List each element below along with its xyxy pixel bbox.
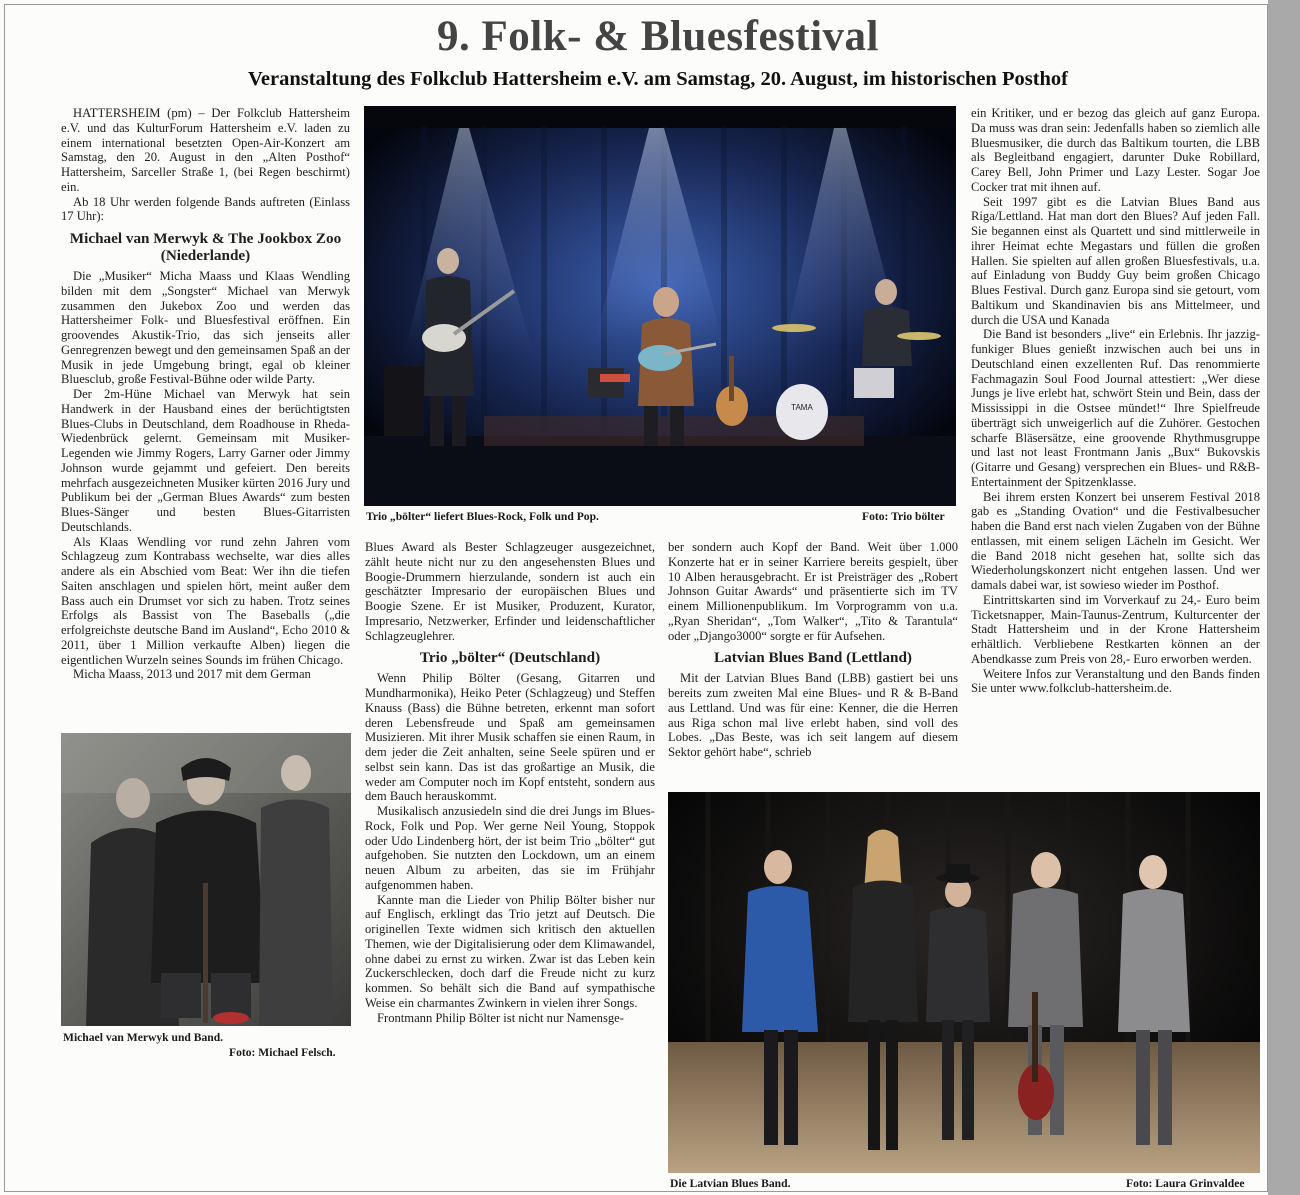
photo-credit-latvian: Foto: Laura Grinvaldee <box>1126 1177 1245 1190</box>
photo-latvian-blues-band <box>668 792 1260 1173</box>
caption-latvian: Die Latvian Blues Band. <box>670 1177 791 1190</box>
column-4 <box>971 106 1260 696</box>
column-2 <box>365 540 655 1025</box>
section-heading-merwyk: Michael van Merwyk & The Jookbox Zoo (Niederlande) <box>69 230 342 264</box>
paragraph: Bei ihrem ersten Konzert bei unserem Festival 2018 gab es „Standing Ovation“ und die Festivalbesucher haben die Band erst nach vielen Zugaben von der Bühne entlassen, mit einem seligen Lächeln im Gesicht. Wer die Band 2018 nicht gesehen hat, sollte sich das Wiederholungskonzert nicht entgehen lassen. Und wer damals dabei war, ist sowieso wieder im Posthof. <box>971 489 1260 592</box>
column-1 <box>61 106 350 682</box>
photo-credit-trio: Foto: Trio bölter <box>862 510 945 523</box>
photo-trio-boelter <box>364 106 956 506</box>
scan-edge <box>1268 0 1300 1195</box>
article-subtitle: Veranstaltung des Folkclub Hattersheim e.V. am Samstag, 20. August, im historischen Posthof <box>247 68 1069 90</box>
photo-merwyk-band <box>61 733 351 1026</box>
paragraph: Micha Maass, 2013 und 2017 mit dem German <box>73 667 311 682</box>
paragraph: ber sondern auch Kopf der Band. Weit über 1.000 Konzerte hat er in seiner Karriere bereits gespielt, über 10 Alben herausgebracht. Er ist Preisträger des „Robert Johnson Guitar Awards“ und präsentierte sich im TV einem Millionenpublikum. Im Vorprogramm von u.a. „Ryan Sheridan“, „Tom Walker“, „Tito & Tarantula“ oder „Django3000“ sorgte er für Aufsehen. <box>668 540 958 643</box>
article-title: 9. Folk- & Bluesfestival <box>437 13 879 60</box>
paragraph: Musikalisch anzusiedeln sind die drei Jungs im Blues-Rock, Folk und Pop. Wer gerne Neil Young, Stoppok oder Udo Lindenberg hört, der ist beim Trio „bölter“ gut aufgehoben. Sie nutzten den Lockdown, um an einem neuen Album zu arbeiten, das sie im Frühjahr aufgenommen haben. <box>365 804 655 892</box>
paragraph: Frontmann Philip Bölter ist nicht nur Namensge- <box>377 1010 624 1025</box>
paragraph: Die Band ist besonders „live“ ein Erlebnis. Ihr jazzig-funkiger Blues genießt inzwischen auch bei uns in Deutschland einen exzellenten Ruf. Das renommierte Fachmagazin Soul Food Journal attestiert: „Wer diese Jungs je live erlebt hat, schwört Stein und Bein, dass der Mississippi in die Ostsee mündet!“ Ihre Spielfreude überträgt sich unweigerlich auf die Zuhörer. Gestochen scharfe Bläsersätze, eine groovende Rhythmusgruppe und last not least Frontmann Janis „Bux“ Bukovskis (Gitarre und Gesang) versprechen ein Blues- und R&B-Entertainment der Spitzenklasse. <box>971 327 1260 489</box>
section-heading-latvian: Latvian Blues Band (Lettland) <box>714 649 912 667</box>
drum-brand-text: TAMA <box>791 403 813 412</box>
caption-trio: Trio „bölter“ liefert Blues-Rock, Folk und Pop. <box>366 510 599 523</box>
paragraph: ein Kritiker, und er bezog das gleich auf ganz Europa. Da muss was dran sein: Jedenfalls haben so ziemlich alle Bluesmusiker, die durch das Baltikum tourten, die LBB als Begleitband engagiert, darunter Duke Robillard, Carey Bell, John Primer und Lazy Lester. Sogar Joe Cocker trat mit ihnen auf. <box>971 106 1260 194</box>
column-3 <box>668 540 958 760</box>
paragraph: Der 2m-Hüne Michael van Merwyk hat sein Handwerk in der Hausband eines der berüchtigtsten Blues-Clubs in Deutschland, dem Roadhouse in Rheda-Wiedenbrück gelernt. Gemeinsam mit Musiker-Legenden wie Jimmy Rogers, Larry Garner oder Jimmy Johnson wurde gejammt und gefeiert. Den bereits mehrfach ausgezeichneten Musiker kürten 2016 Jury und Publikum bei der „German Blues Awards“ zum besten Blues-Sänger und besten Blues-Gitarristen Deutschlands. <box>61 387 350 534</box>
paragraph: Seit 1997 gibt es die Latvian Blues Band aus Riga/Lettland. Hat man dort den Blues? Auf jeden Fall. Sie begannen einst als Quartett und sind mittlerweile in ihrer Heimat echte Megastars und füllen die großen Hallen. Sie spielten auf allen großen Bluesfestivals, u.a. auf Einladung von Buddy Guy beim großen Chicago Blues Festival. Durch ganz Europa sind sie getourt, vom Baltikum und Skandinavien bis ans Mittelmeer, und durch die USA und Kanada <box>971 194 1260 327</box>
paragraph: Eintrittskarten sind im Vorverkauf zu 24,- Euro beim Ticketsnapper, Main-Taunus-Zentrum, Kulturcenter der Stadt Hattersheim und in der Krone Hattersheim erhältlich. Verbliebene Restkarten können an der Abendkasse zum Preis von 28,- Euro erworben werden. <box>971 592 1260 666</box>
paragraph: Blues Award als Bester Schlagzeuger ausgezeichnet, zählt heute nicht nur zu den angesehensten Blues und Boogie-Drummern hierzulande, sondern ist auch ein geschätzter Impresario der europäischen Blues und Boogie Szene. Er ist Musiker, Produzent, Kurator, Impresario, Netzwerker, Erfinder und leidenschaftlicher Schlagzeuglehrer. <box>365 540 655 643</box>
paragraph: Kannte man die Lieder von Philip Bölter bisher nur auf Englisch, erklingt das Trio jetzt auf Deutsch. Die originellen Texte widmen sich kritisch den aktuellen Themen, wie der Digitalisierung oder dem Klimawandel, ohne dabei zu ernst zu wirken. Zwar ist das Leben kein Zuckerschlecken, doch darf die Freude nicht zu kurz kommen. So behält sich die Band auf sympathische Weise ein charmantes Zwinkern in vielen ihrer Songs. <box>365 892 655 1010</box>
paragraph: Wenn Philip Bölter (Gesang, Gitarren und Mundharmonika), Heiko Peter (Schlagzeug) und Steffen Knauss (Bass) die Bühne betreten, erkennt man sofort deren Lebensfreude und Spaß am gemeinsamen Musizieren. Mit ihrer Musik schaffen sie einen Raum, in dem jeder die Zeit anhalten, seine Seele spüren und er selbst sein kann. Das ist das großartige an Musik, die weder am Computer noch im Kopf entsteht, sondern aus dem Bauch herauskommt. <box>365 671 655 804</box>
intro-paragraph: HATTERSHEIM (pm) – Der Folkclub Hattersheim e.V. und das KulturForum Hattersheim e.V. laden zu einem international besetzten Open-Air-Konzert am Samstag, den 20. August in den „Alten Posthof“ Hattersheim, Sarceller Straße 1, (bei Regen beschirmt) ein. <box>61 106 350 194</box>
section-heading-trio: Trio „bölter“ (Deutschland) <box>419 649 601 667</box>
paragraph: Als Klaas Wendling vor rund zehn Jahren vom Schlagzeug zum Kontrabass wechselte, war dies alles andere als ein Abschied vom Beat: Wer ihn die tiefen Saiten anschlagen und spielen hört, meint außer dem Bass auch ein Drumset vor sich zu haben. Trotz seines Erfolgs als Bassist von The Baseballs („die erfolgreichste deutsche Band im Ausland“, Echo 2010 & 2011, über 1 Million verkaufte Alben) liegen die eigentlichen Wurzeln seines Sounds im frühen Chicago. <box>61 534 350 667</box>
paragraph: Mit der Latvian Blues Band (LBB) gastiert bei uns bereits zum zweiten Mal eine Blues- und R & B-Band aus Lettland. Und was für eine: Kenner, die die Herren aus Riga schon mal live erlebt haben, sind voll des Lobes. „Das Beste, was ich seit langem auf diesem Sektor gehört habe“, schrieb <box>668 671 958 759</box>
caption-merwyk: Michael van Merwyk und Band. <box>63 1031 224 1044</box>
paragraph: Ab 18 Uhr werden folgende Bands auftreten (Einlass 17 Uhr): <box>61 194 350 224</box>
paragraph: Die „Musiker“ Micha Maass und Klaas Wendling bilden mit dem „Songster“ Michael van Merwyk zusammen den Jukebox Zoo und werden das Hattersheimer Folk- und Bluesfestival eröffnen. Ein groovendes Akustik-Trio, das sich jenseits aller Genregrenzen bewegt und den gemeinsamen Spaß an der Musik in jede Umgebung bringt, egal ob kleiner Bluesclub, große Festival-Bühne oder wilde Party. <box>61 269 350 387</box>
paragraph: Weitere Infos zur Veranstaltung und den Bands finden Sie unter www.folkclub-hattersheim.de. <box>971 666 1260 696</box>
photo-credit-merwyk: Foto: Michael Felsch. <box>229 1046 336 1059</box>
